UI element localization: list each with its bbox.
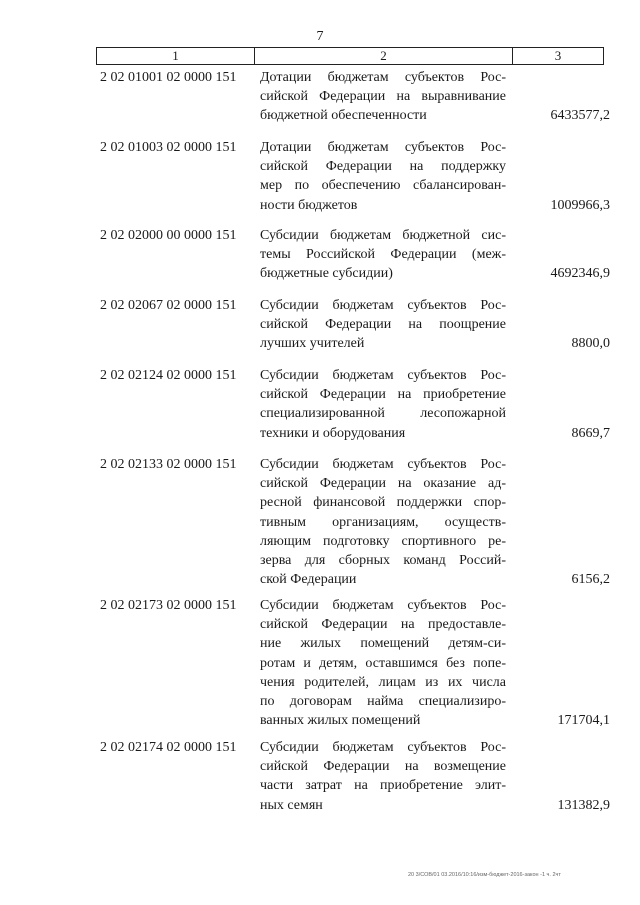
budget-amount: 6156,2 <box>571 572 610 588</box>
description-line: специализированной лесопожарной <box>260 406 506 422</box>
description-line: Субсидии бюджетам субъектов Рос- <box>260 598 506 613</box>
footer-note: 20 3/СОВ/01 03.2016/10:16/изм-бюджет-2016-закон -1 ч. 2чт <box>408 872 561 878</box>
description-line: сийской Федерации на возмещение <box>260 759 506 775</box>
description-line: тивным организациям, осуществ- <box>260 514 506 530</box>
budget-code: 2 02 02174 02 0000 151 <box>100 740 237 755</box>
description-line: ности бюджетов <box>260 197 358 213</box>
description-line: Субсидии бюджетам бюджетной сис- <box>260 228 506 243</box>
description-line: сийской Федерации на поддержку <box>260 159 506 175</box>
description-line: ротам и детям, оставшимся без попе- <box>260 655 506 671</box>
table-header <box>96 47 604 65</box>
budget-amount: 131382,9 <box>557 797 610 813</box>
budget-description <box>260 738 506 815</box>
budget-amount: 1009966,3 <box>550 197 610 213</box>
description-line: Субсидии бюджетам субъектов Рос- <box>260 368 506 383</box>
description-line: ванных жилых помещений <box>260 713 421 729</box>
description-line: мер по обеспечению сбалансирован- <box>260 178 506 194</box>
budget-description <box>260 596 506 730</box>
description-line: части затрат на приобретение элит- <box>260 778 506 794</box>
description-line: сийской Федерации на поощрение <box>260 317 506 333</box>
header-col-2: 2 <box>255 48 513 64</box>
budget-code: 2 02 01003 02 0000 151 <box>100 140 237 155</box>
budget-amount: 8800,0 <box>571 336 610 352</box>
description-line: Субсидии бюджетам субъектов Рос- <box>260 740 506 755</box>
description-line: Дотации бюджетам субъектов Рос- <box>260 70 506 85</box>
budget-code: 2 02 02067 02 0000 151 <box>100 298 237 313</box>
budget-amount: 6433577,2 <box>550 108 610 124</box>
budget-description <box>260 455 506 589</box>
budget-description <box>260 296 506 354</box>
budget-description <box>260 138 506 215</box>
budget-code: 2 02 02124 02 0000 151 <box>100 368 237 383</box>
description-line: бюджетной обеспеченности <box>260 108 427 124</box>
description-line: Субсидии бюджетам субъектов Рос- <box>260 298 506 313</box>
budget-amount: 8669,7 <box>571 425 610 441</box>
description-line: Дотации бюджетам субъектов Рос- <box>260 140 506 155</box>
description-line: бюджетные субсидии) <box>260 266 393 282</box>
description-line: сийской Федерации на приобретение <box>260 387 506 403</box>
description-line: Субсидии бюджетам субъектов Рос- <box>260 457 506 472</box>
description-line: сийской Федерации на оказание ад- <box>260 476 506 492</box>
header-col-1: 1 <box>97 48 255 64</box>
description-line: сийской Федерации на выравнивание <box>260 89 506 105</box>
budget-code: 2 02 02133 02 0000 151 <box>100 457 237 472</box>
description-line: темы Российской Федерации (меж- <box>260 247 506 263</box>
description-line: ресной финансовой поддержки спор- <box>260 495 506 511</box>
budget-amount: 171704,1 <box>557 713 610 729</box>
page-number: 7 <box>316 29 324 44</box>
description-line: лучших учителей <box>260 336 365 352</box>
description-line: ской Федерации <box>260 572 357 588</box>
budget-code: 2 02 02173 02 0000 151 <box>100 598 237 613</box>
description-line: чения родителей, лицам из их числа <box>260 674 506 690</box>
description-line: техники и оборудования <box>260 425 406 441</box>
description-line: зерва для сборных команд Россий- <box>260 553 506 569</box>
header-col-3: 3 <box>554 48 562 63</box>
budget-code: 2 02 02000 00 0000 151 <box>100 228 237 243</box>
budget-code: 2 02 01001 02 0000 151 <box>100 70 237 85</box>
budget-description <box>260 366 506 443</box>
budget-description <box>260 226 506 284</box>
description-line: по договорам найма специализиро- <box>260 694 506 710</box>
budget-description <box>260 68 506 126</box>
description-line: ных семян <box>260 797 323 813</box>
budget-amount: 4692346,9 <box>550 266 610 282</box>
description-line: сийской Федерации на предоставле- <box>260 617 506 633</box>
description-line: ние жилых помещений детям-си- <box>260 636 506 652</box>
description-line: ляющим подготовку спортивного ре- <box>260 533 506 549</box>
